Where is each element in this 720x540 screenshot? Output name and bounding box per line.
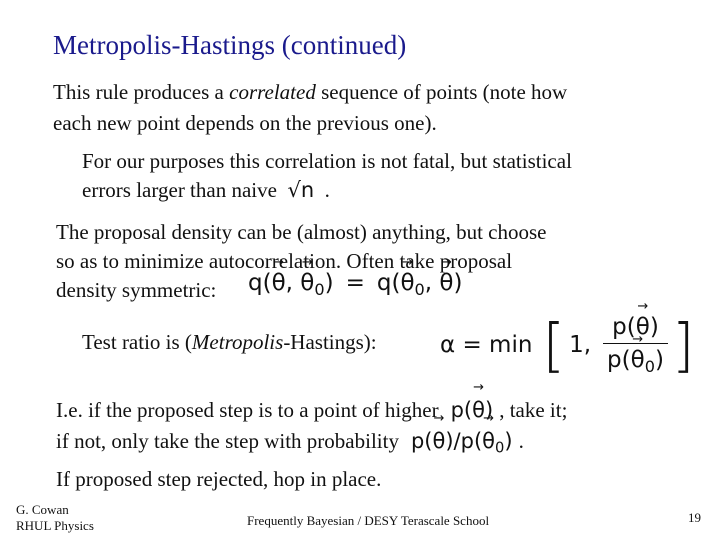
para3-line1-end: , take it; (499, 398, 568, 422)
para1-emphasis: correlated (229, 80, 316, 104)
para3-line1-text: I.e. if the proposed step is to a point of higher (56, 398, 439, 422)
paragraph-correlated-line2: each new point depends on the previous one). (53, 111, 437, 135)
equals-sign: = (345, 270, 365, 296)
subparagraph-line2 (82, 175, 330, 206)
footer-center-text: Frequently Bayesian / DESY Terascale School (247, 513, 490, 528)
paragraph-accept-line3: If proposed step rejected, hop in place. (56, 467, 382, 491)
page-number: 19 (688, 510, 701, 525)
para1-prefix: This rule produces a (53, 80, 230, 104)
bracket-open: [ (542, 311, 566, 379)
paragraph-accept-line2 (56, 426, 524, 463)
symmetric-formula (248, 270, 462, 299)
paragraph-proposal-line2: so as to minimize autocorrelation. Often take proposal (56, 249, 513, 273)
paragraph-proposal-line3: density symmetric: (56, 278, 217, 302)
formula-lhs: q(→ θ, → $\theta_0$) (248, 270, 334, 296)
sqrt-n-formula: √n (287, 178, 315, 202)
fraction-denominator: $p(\to \theta_0)$ (603, 347, 668, 376)
alpha-formula (440, 313, 695, 377)
para3-line2-end: . (518, 429, 524, 453)
subparagraph-line1: For our purposes this correlation is not fatal, but statistical (82, 149, 572, 173)
test-ratio-emphasis: Metropolis (191, 330, 284, 354)
paragraph-correlated-line1 (53, 77, 567, 108)
p-theta-formula: p(→ θ) (451, 398, 494, 422)
sub1-prefix: errors larger than naive (82, 178, 277, 202)
bracket-close: ] (671, 311, 695, 379)
test-ratio-suffix: -Hastings): (283, 330, 377, 354)
alpha-fraction (603, 314, 668, 376)
test-ratio-prefix: Test ratio is ( (82, 330, 192, 354)
fraction-numerator: p(→ θ) (603, 314, 668, 344)
formula-rhs: $q(\to \theta_0$, → θ) (377, 270, 463, 296)
test-ratio-label (82, 327, 377, 358)
probability-ratio-formula: $p(\to \theta)/p(\to \theta_0)$ (411, 429, 513, 453)
para3-line2-text: if not, only take the step with probability (56, 429, 399, 453)
footer-affiliation: RHUL Physics (16, 518, 94, 533)
slide-title: Metropolis-Hastings (continued) (53, 30, 407, 60)
alpha-first-arg: 1, (569, 332, 592, 358)
para1-suffix: sequence of points (note how (315, 80, 568, 104)
paragraph-proposal-line1: The proposal density can be (almost) anything, but choose (56, 220, 547, 244)
alpha-lhs: α = min (440, 332, 533, 358)
sub1-suffix: . (324, 178, 330, 202)
footer-author: G. Cowan (16, 502, 69, 517)
